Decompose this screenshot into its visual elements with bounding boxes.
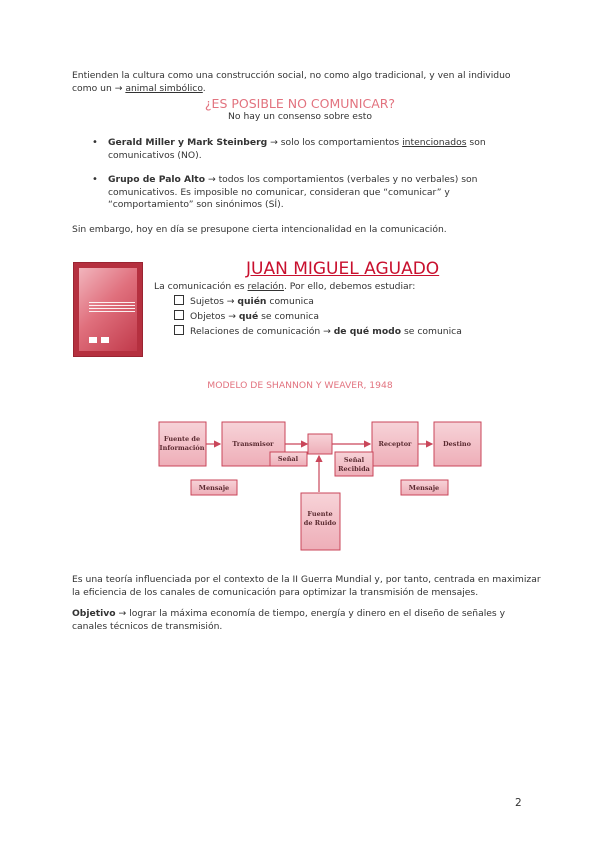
label-informacion: Información [159, 444, 205, 452]
label-fuente-ruido-1: Fuente [307, 510, 333, 518]
section-heading-comunicar: ¿ES POSIBLE NO COMUNICAR? [204, 96, 396, 111]
label-destino: Destino [443, 440, 471, 448]
sin-embargo-paragraph: Sin embargo, hoy en día se presupone cierta intencionalidad en la comunicación. [72, 224, 447, 235]
intro-paragraph: Entienden la cultura como una construcción social, no como algo tradicional, y ven al individuo como un → animal simbólico. [72, 70, 511, 94]
label-senal-recibida-1: Señal [343, 456, 365, 464]
publisher-logo-2 [101, 337, 109, 343]
label-mensaje-left: Mensaje [198, 484, 230, 492]
page-number: 2 [515, 797, 522, 809]
label-mensaje-right: Mensaje [408, 484, 440, 492]
model-title: MODELO DE SHANNON Y WEAVER, 1948 [207, 380, 393, 391]
author-heading: JUAN MIGUEL AGUADO [246, 259, 440, 279]
label-fuente-ruido-2: de Ruido [303, 519, 337, 527]
bullet-palo-alto: • Grupo de Palo Alto → todos los comportamientos (verbales y no verbales) son comunicativos. Es imposible no comunicar, consideran que “comunicar” y “comportamiento” son sinónimos (SÍ). [108, 174, 508, 212]
book-title-lines [89, 302, 135, 314]
objective-paragraph: Objetivo → lograr la máxima economía de tiempo, energía y dinero en el diseño de señales y canales técnicos de transmisión. [72, 608, 506, 632]
section-subtitle: No hay un consenso sobre esto [228, 111, 372, 122]
label-transmisor: Transmisor [232, 440, 274, 448]
label-senal: Señal [277, 455, 299, 463]
checkbox-icon[interactable] [174, 310, 184, 320]
animal-simbolico-term: animal simbólico [125, 82, 203, 94]
checklist-item-relaciones: Relaciones de comunicación → de qué modo se comunica [174, 325, 462, 339]
shannon-weaver-diagram [150, 408, 490, 558]
bullet-miller-steinberg: • Gerald Miller y Mark Steinberg → solo los comportamientos intencionados son comunicativos (NO). [108, 137, 508, 162]
book-cover-image [73, 262, 143, 357]
label-senal-recibida-2: Recibida [338, 465, 370, 473]
box-canal [308, 434, 332, 454]
checklist-item-objetos: Objetos → qué se comunica [174, 310, 319, 324]
context-paragraph: Es una teoría influenciada por el contexto de la II Guerra Mundial y, por tanto, centrada en maximizar la eficiencia de los canales de comunicación para optimizar la transmisión de mensajes. [72, 574, 541, 598]
label-fuente: Fuente de [163, 435, 201, 443]
book-cover-art [79, 268, 137, 351]
label-receptor: Receptor [378, 440, 412, 448]
checkbox-icon[interactable] [174, 295, 184, 305]
publisher-logo [89, 337, 97, 343]
comunicacion-relacion-line: La comunicación es relación. Por ello, debemos estudiar: [154, 281, 416, 292]
checklist-item-sujetos: Sujetos → quién comunica [174, 295, 314, 309]
checkbox-icon[interactable] [174, 325, 184, 335]
